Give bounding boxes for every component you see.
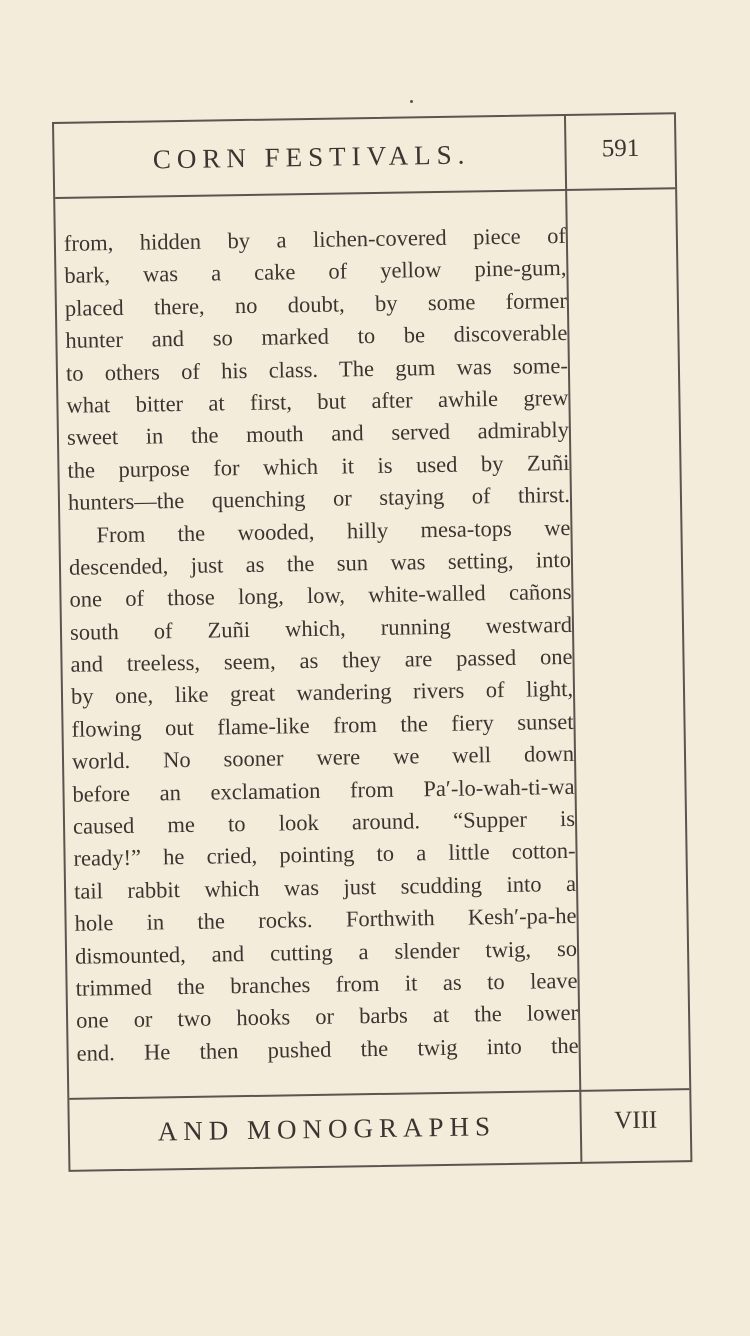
text-line: before an exclamation from Pa′-lo-wah-ti-wa (72, 773, 575, 807)
text-line: caused me to look around. “Supper is (72, 805, 576, 839)
body-text (64, 220, 579, 1070)
text-line: placed there, no doubt, by some former (64, 287, 568, 321)
text-line: descended, just as the sun was setting, into (68, 546, 572, 580)
text-line: south of Zuñi which, running westward (69, 611, 573, 645)
text-line: sweet in the mouth and served admirably (66, 417, 570, 451)
text-line: flowing out flame-like from the fiery sunset (71, 708, 574, 742)
text-line: hunter and so marked to be discoverable (65, 320, 568, 353)
text-line: dismounted, and cutting a slender twig, so (74, 935, 578, 969)
volume-number: VIII (614, 1106, 658, 1135)
text-line: and treeless, seem, as they are passed one (70, 643, 573, 677)
text-line: bark, was a cake of yellow pine-gum, (64, 255, 567, 289)
text-line: what bitter at first, but after awhile grew (66, 384, 569, 418)
text-line: by one, like great wandering rivers of light, (70, 676, 574, 710)
text-line: From the wooded, hilly mesa-tops we (96, 514, 571, 547)
text-line: hunters—the quenching or staying of thirst. (67, 482, 571, 515)
text-line: end. He then pushed the twig into the (76, 1032, 579, 1066)
text-line: hole in the rocks. Forthwith Kesh′-pa-he (74, 903, 577, 936)
text-line: the purpose for which it is used by Zuñi (67, 449, 570, 483)
text-line: from, hidden by a lichen-covered piece of (63, 222, 567, 256)
page-frame (52, 112, 692, 1172)
text-line: one of those long, low, white-walled cañons (69, 579, 572, 613)
running-header (54, 114, 675, 199)
page-number: 591 (601, 134, 640, 163)
ink-speck (410, 100, 413, 103)
series-title: AND MONOGRAPHS (157, 1111, 497, 1147)
text-line: ready!” he cried, pointing to a little cotton- (73, 838, 576, 872)
running-footer (69, 1088, 690, 1170)
text-line: to others of his class. The gum was some- (65, 352, 569, 386)
text-line: tail rabbit which was just scudding into a (73, 870, 577, 904)
text-line: world. No sooner were we well down (71, 741, 575, 775)
text-line: trimmed the branches from it as to leave (75, 967, 578, 1001)
running-title: CORN FESTIVALS. (152, 139, 471, 175)
text-line: one or two hooks or barbs at the lower (75, 1000, 579, 1034)
